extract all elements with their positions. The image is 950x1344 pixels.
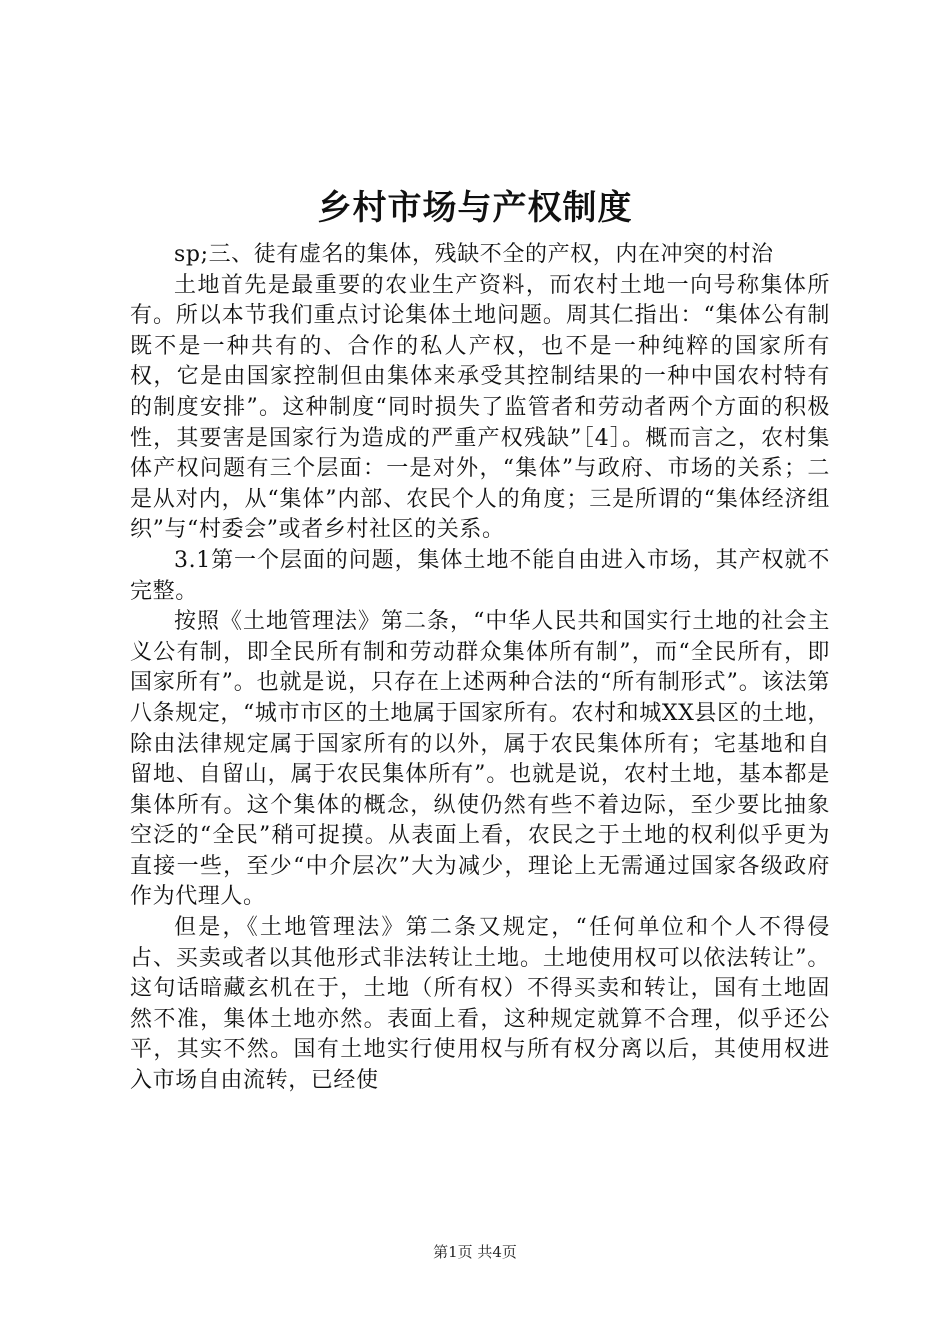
paragraph-collective-land: 土地首先是最重要的农业生产资料，而农村土地一向号称集体所有。所以本节我们重点讨论集体土地问题。周其仁指出：“集体公有制既不是一种共有的、合作的私人产权，也不是一种纯粹的国家所有权，它是由国家控制但由集体来承受其控制结果的一种中国农村特有的制度安排”。这种制度“同时损失了监管者和劳动者两个方面的积极性，其要害是国家行为造成的严重产权残缺”［4］。概而言之，农村集体产权问题有三个层面：一是对外，“集体”与政府、市场的关系；二是从对内，从“集体”内部、农民个人的角度；三是所谓的“集体经济组织”与“村委会”或者乡村社区的关系。: [130, 272, 830, 543]
paragraph-land-transfer: 但是，《土地管理法》第二条又规定，“任何单位和个人不得侵占、买卖或者以其他形式非法转让土地。土地使用权可以依法转让”。这句话暗藏玄机在于，土地（所有权）不得买卖和转让，国有土地固然不准，集体土地亦然。表面上看，这种规定就算不合理，似乎还公平，其实不然。国有土地实行使用权与所有权分离以后，其使用权进入市场自由流转，已经使: [130, 915, 830, 1094]
paragraph-land-law-article-2: 按照《土地管理法》第二条，“中华人民共和国实行土地的社会主义公有制，即全民所有制和劳动群众集体所有制”，而“全民所有，即国家所有”。也就是说，只存在上述两种合法的“所有制形式”。该法第八条规定，“城市市区的土地属于国家所有。农村和城XX县区的土地，除由法律规定属于国家所有的以外，属于农民集体所有；宅基地和自留地、自留山，属于农民集体所有”。也就是说，农村土地，基本都是集体所有。这个集体的概念，纵使仍然有些不着边际，至少要比抽象空泛的“全民”稍可捉摸。从表面上看，农民之于土地的权利似乎更为直接一些，至少“中介层次”大为减少，理论上无需通过国家各级政府作为代理人。: [130, 609, 830, 910]
paragraph-subsection-3-1: 3.1第一个层面的问题，集体土地不能自由进入市场，其产权就不完整。: [130, 547, 830, 604]
document-title: 乡村市场与产权制度: [317, 188, 633, 228]
document-body: [130, 240, 830, 1097]
page-footer: 第1页 共4页: [433, 1243, 517, 1261]
paragraph-section-heading: sp;三、徒有虚名的集体，残缺不全的产权，内在冲突的村治: [174, 242, 774, 267]
